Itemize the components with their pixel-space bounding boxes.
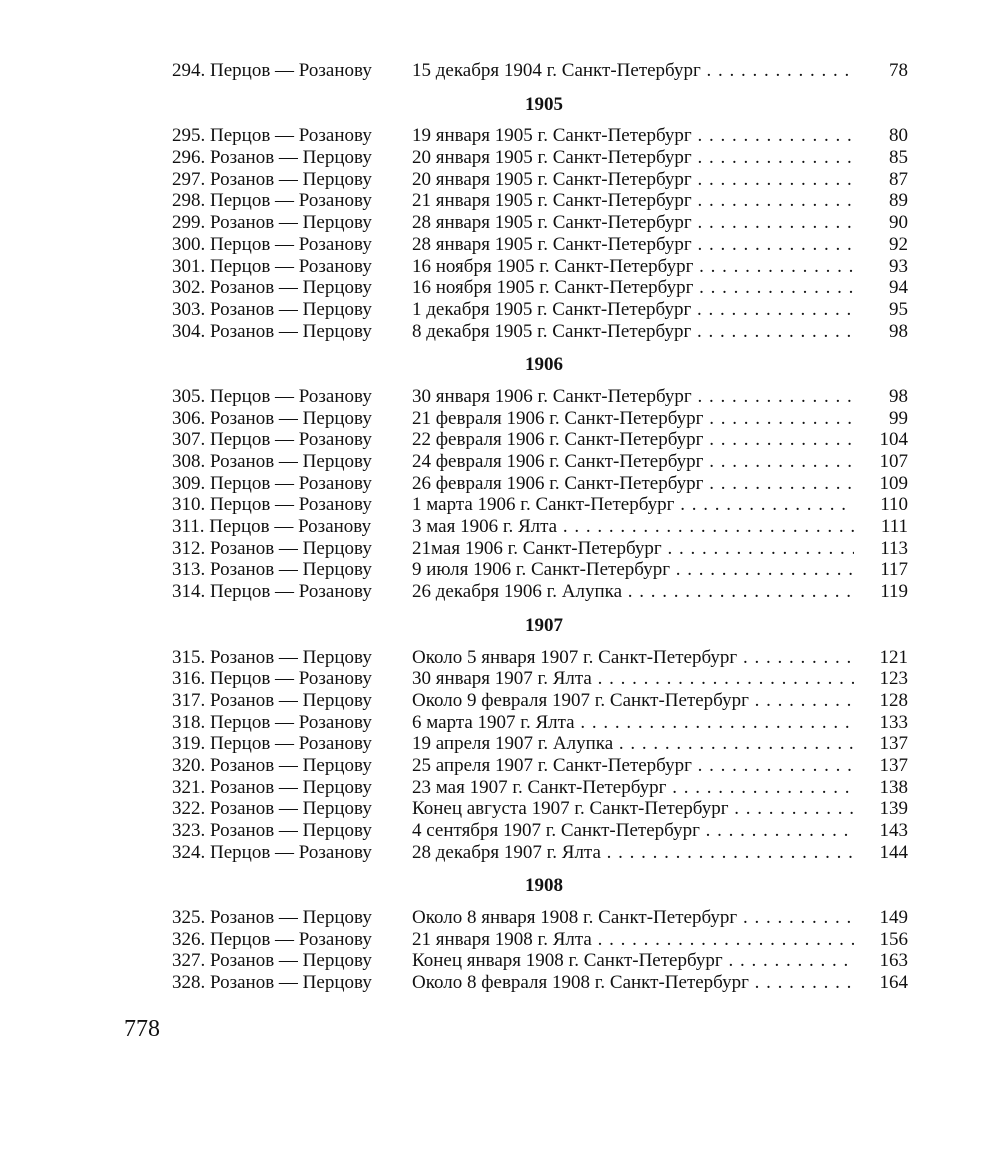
entry-date-place: 21 января 1908 г. Ялта . . . [412,929,854,951]
entry-date-place: 9 июля 1906 г. Санкт-Петербург . . . [412,559,854,581]
entry-correspondents [172,581,372,603]
entry-correspondents [172,256,372,278]
entry-number: 320. [172,754,206,776]
entry-correspondents [172,972,372,994]
entry-sender-recipient: Розанов — Перцову [210,646,372,668]
entry-number: 316. [172,668,206,690]
entry-sender-recipient: Перцов — Розанову [210,581,372,603]
entry-page-number: 104 [879,429,908,451]
entry-page-number: 133 [879,711,908,733]
toc-entry [172,125,912,147]
toc-entry [172,451,912,473]
entry-sender-recipient: Розанов — Перцову [210,559,372,581]
entry-correspondents [172,451,372,473]
toc-entry [172,777,912,799]
entry-page-number: 156 [879,928,908,950]
entry-date-place: 4 сентября 1907 г. Санкт-Петербург . . . [412,820,854,842]
entry-number: 296. [172,147,206,169]
toc-entry [172,256,912,278]
entry-page-number: 95 [889,298,908,320]
entry-page-number: 80 [889,125,908,147]
entry-page-number: 78 [889,60,908,81]
entry-correspondents [172,473,372,495]
entry-correspondents [172,234,372,256]
entry-sender-recipient: Перцов — Розанову [210,125,372,147]
entry-date-place: Конец января 1908 г. Санкт-Петербург . . . [412,950,854,972]
entry-number: 322. [172,798,206,820]
entry-number: 299. [172,212,206,234]
entry-correspondents [172,386,372,408]
toc-entry [172,690,912,712]
entry-page-number: 85 [889,147,908,169]
entry-correspondents [172,777,372,799]
entry-date-place: Около 8 февраля 1908 г. Санкт-Петербург . . . [412,972,854,994]
entry-date-place: Конец августа 1907 г. Санкт-Петербург . . . [412,798,854,820]
entry-number: 318. [172,711,206,733]
entry-correspondents [172,147,372,169]
entry-date-place: 19 января 1905 г. Санкт-Петербург . . . [412,125,854,147]
entry-sender-recipient: Розанов — Перцову [210,298,372,320]
entry-date-place: Около 5 января 1907 г. Санкт-Петербург . . . [412,647,854,669]
entry-sender-recipient: Розанов — Перцову [210,907,372,929]
toc-entry [172,169,912,191]
entry-correspondents [172,929,372,951]
toc-entry [172,473,912,495]
toc-entry [172,798,912,820]
entry-correspondents [172,842,372,864]
toc-entry [172,820,912,842]
year-heading [172,354,912,376]
entry-date-place: 23 мая 1907 г. Санкт-Петербург . . . [412,777,854,799]
toc-entry [172,972,912,994]
entry-date-place: 24 февраля 1906 г. Санкт-Петербург . . . [412,451,854,473]
entry-page-number: 123 [879,668,908,690]
entry-date-place: 3 мая 1906 г. Ялта . . . [412,516,854,538]
entry-date-place: Около 9 февраля 1907 г. Санкт-Петербург . . . [412,690,854,712]
entry-page-number: 93 [889,255,908,277]
entry-correspondents [172,494,372,516]
entry-page-number: 87 [889,168,908,190]
entry-sender-recipient: Перцов — Розанову [210,494,372,516]
toc-entry [172,234,912,256]
entry-number: 315. [172,646,206,668]
toc-entry [172,647,912,669]
entry-date-place: 25 апреля 1907 г. Санкт-Петербург . . . [412,755,854,777]
entry-page-number: 128 [879,689,908,711]
year-heading-text: 1905 [525,93,563,115]
entry-correspondents [172,321,372,343]
toc-entry [172,212,912,234]
entry-sender-recipient: Перцов — Розанову [210,190,372,212]
entry-sender-recipient: Розанов — Перцову [210,451,372,472]
toc-entry [172,60,912,82]
year-heading [172,615,912,637]
toc-entry [172,494,912,516]
entry-date-place: 30 января 1907 г. Ялта . . . [412,668,854,690]
entry-correspondents [172,408,372,430]
entry-correspondents [172,798,372,820]
entry-correspondents [172,733,372,755]
entry-date-place: 30 января 1906 г. Санкт-Петербург . . . [412,386,854,408]
entry-date-place: 20 января 1905 г. Санкт-Петербург . . . [412,147,854,169]
entry-number: 302. [172,277,206,299]
entry-page-number: 163 [879,950,908,972]
entry-number: 326. [172,928,206,950]
entry-sender-recipient: Розанов — Перцову [210,754,372,776]
entry-date-place: 26 февраля 1906 г. Санкт-Петербург . . . [412,473,854,495]
entry-sender-recipient: Розанов — Перцову [210,798,372,820]
entry-correspondents [172,712,372,734]
entry-correspondents [172,299,372,321]
entry-number: 305. [172,385,206,407]
entry-sender-recipient: Перцов — Розанову [210,60,372,81]
entry-correspondents [172,169,372,191]
toc-entry [172,581,912,603]
toc-entry [172,299,912,321]
entry-page-number: 139 [879,798,908,820]
toc-entry [172,907,912,929]
toc-entry [172,559,912,581]
year-heading-text: 1908 [525,875,563,897]
toc-entry [172,190,912,212]
entry-number: 319. [172,733,206,755]
toc-entry [172,755,912,777]
entry-number: 321. [172,776,206,798]
entry-sender-recipient: Розанов — Перцову [210,950,372,972]
entry-sender-recipient: Перцов — Розанову [209,516,372,538]
entry-page-number: 94 [889,277,908,299]
entry-page-number: 111 [880,516,908,538]
entry-page-number: 98 [889,320,908,342]
toc-entry [172,538,912,560]
entry-number: 300. [172,233,206,255]
year-heading [172,94,912,116]
entry-number: 313. [172,559,206,581]
entry-date-place: 16 ноября 1905 г. Санкт-Петербург . . . [412,256,854,278]
toc-entry [172,733,912,755]
toc-entry [172,712,912,734]
entry-correspondents [172,429,372,451]
entry-date-place: Около 8 января 1908 г. Санкт-Петербург . . . [412,907,854,929]
entry-date-place: 15 декабря 1904 г. Санкт-Петербург . . . [412,60,854,82]
entry-sender-recipient: Перцов — Розанову [210,255,372,277]
table-of-contents [172,60,912,994]
entry-correspondents [172,820,372,842]
page-folio: 778 [124,1016,160,1042]
entry-number: 311. [172,516,205,538]
entry-correspondents [172,690,372,712]
toc-entry [172,429,912,451]
entry-sender-recipient: Розанов — Перцову [210,820,372,841]
entry-page-number: 137 [879,733,908,755]
entry-page-number: 144 [879,841,908,863]
entry-number: 310. [172,494,206,516]
entry-page-number: 89 [889,190,908,212]
entry-sender-recipient: Перцов — Розанову [210,928,372,950]
entry-date-place: 6 марта 1907 г. Ялта . . . [412,712,854,734]
entry-page-number: 113 [880,537,908,559]
entry-date-place: 26 декабря 1906 г. Алупка . . . [412,581,854,603]
entry-date-place: 16 ноября 1905 г. Санкт-Петербург . . . [412,277,854,299]
toc-entry [172,147,912,169]
entry-correspondents [172,516,371,538]
year-heading-text: 1907 [525,614,563,636]
entry-sender-recipient: Розанов — Перцову [210,407,372,429]
entry-number: 324. [172,841,206,863]
entry-number: 317. [172,689,206,711]
entry-correspondents [172,212,372,234]
entry-page-number: 137 [879,754,908,776]
year-heading-text: 1906 [525,354,563,376]
entry-page-number: 107 [879,451,908,472]
entry-number: 298. [172,190,206,212]
entry-sender-recipient: Розанов — Перцову [210,776,372,798]
entry-sender-recipient: Перцов — Розанову [210,472,372,494]
entry-number: 309. [172,472,206,494]
toc-entry [172,516,912,538]
entry-date-place: 22 февраля 1906 г. Санкт-Петербург . . . [412,429,854,451]
entry-date-place: 28 декабря 1907 г. Ялта . . . [412,842,854,864]
entry-sender-recipient: Розанов — Перцову [210,972,372,994]
entry-correspondents [172,950,372,972]
entry-number: 297. [172,168,206,190]
entry-sender-recipient: Перцов — Розанову [210,711,372,733]
entry-page-number: 143 [879,820,908,841]
entry-correspondents [172,907,372,929]
entry-page-number: 109 [879,472,908,494]
entry-number: 328. [172,972,206,994]
entry-correspondents [172,60,372,82]
entry-page-number: 117 [880,559,908,581]
entry-number: 303. [172,298,206,320]
entry-page-number: 110 [880,494,908,516]
entry-page-number: 92 [889,233,908,255]
entry-number: 325. [172,907,206,929]
entry-number: 312. [172,537,206,559]
entry-page-number: 119 [880,581,908,603]
entry-sender-recipient: Розанов — Перцову [210,537,372,559]
entry-sender-recipient: Розанов — Перцову [210,689,372,711]
toc-entry [172,950,912,972]
entry-date-place: 28 января 1905 г. Санкт-Петербург . . . [412,234,854,256]
toc-entry [172,386,912,408]
entry-page-number: 121 [879,646,908,668]
toc-entry [172,929,912,951]
toc-entry [172,408,912,430]
entry-date-place: 28 января 1905 г. Санкт-Петербург . . . [412,212,854,234]
entry-sender-recipient: Перцов — Розанову [210,385,372,407]
entry-date-place: 1 декабря 1905 г. Санкт-Петербург . . . [412,299,854,321]
entry-number: 314. [172,581,206,603]
entry-correspondents [172,538,372,560]
toc-entry [172,321,912,343]
entry-date-place: 1 марта 1906 г. Санкт-Петербург . . . [412,494,854,516]
entry-correspondents [172,755,372,777]
entry-page-number: 149 [879,907,908,929]
entry-sender-recipient: Перцов — Розанову [210,429,372,451]
entry-page-number: 99 [889,407,908,429]
entry-sender-recipient: Розанов — Перцову [210,168,372,190]
entry-number: 323. [172,820,206,841]
toc-entry [172,668,912,690]
entry-sender-recipient: Перцов — Розанову [210,733,372,755]
entry-number: 308. [172,451,206,472]
entry-page-number: 98 [889,385,908,407]
entry-sender-recipient: Розанов — Перцову [210,320,372,342]
entry-correspondents [172,190,372,212]
toc-sections [172,94,912,994]
year-heading [172,875,912,897]
entry-correspondents [172,647,372,669]
entry-sender-recipient: Перцов — Розанову [210,841,372,863]
entry-date-place: 21 февраля 1906 г. Санкт-Петербург . . . [412,408,854,430]
entry-correspondents [172,559,372,581]
entry-page-number: 90 [889,212,908,234]
entry-correspondents [172,277,372,299]
entry-sender-recipient: Перцов — Розанову [210,668,372,690]
entry-correspondents [172,125,372,147]
entry-page-number: 164 [879,972,908,994]
entry-number: 294. [172,60,206,81]
entry-sender-recipient: Розанов — Перцову [210,212,372,234]
entry-sender-recipient: Розанов — Перцову [210,147,372,169]
entry-number: 327. [172,950,206,972]
entry-page-number: 138 [879,776,908,798]
entry-sender-recipient: Розанов — Перцову [210,277,372,299]
entry-number: 304. [172,320,206,342]
entry-date-place: 19 апреля 1907 г. Алупка . . . [412,733,854,755]
entry-sender-recipient: Перцов — Розанову [210,233,372,255]
toc-entry [172,277,912,299]
entry-date-place: 20 января 1905 г. Санкт-Петербург . . . [412,169,854,191]
toc-entry [172,842,912,864]
entry-number: 307. [172,429,206,451]
entry-correspondents [172,668,372,690]
entry-number: 301. [172,255,206,277]
entry-date-place: 8 декабря 1905 г. Санкт-Петербург . . . [412,321,854,343]
entry-number: 306. [172,407,206,429]
entry-date-place: 21мая 1906 г. Санкт-Петербург . . . [412,538,854,560]
entry-number: 295. [172,125,206,147]
entry-date-place: 21 января 1905 г. Санкт-Петербург . . . [412,190,854,212]
